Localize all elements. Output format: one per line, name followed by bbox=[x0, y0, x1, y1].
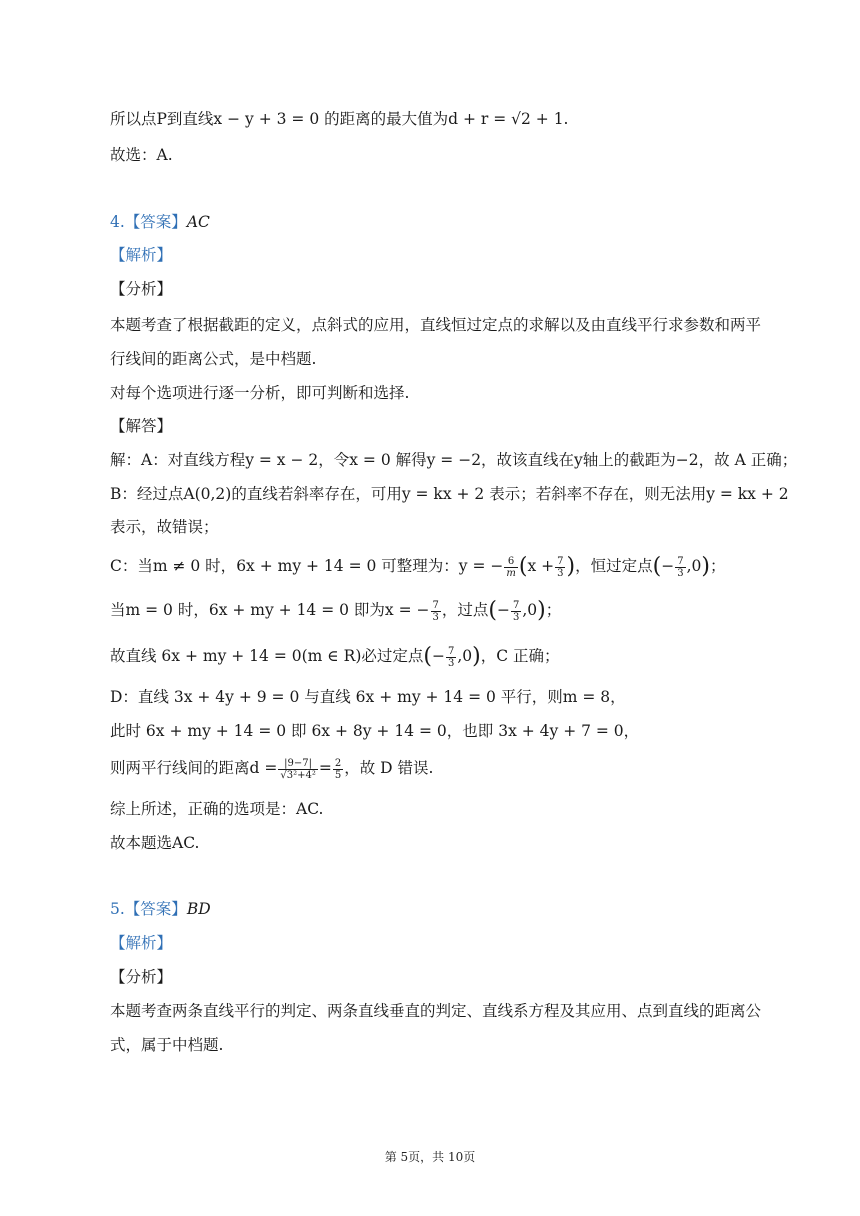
text-span: x + bbox=[527, 557, 555, 575]
denominator: 3 bbox=[447, 657, 455, 669]
q4-number: 4. bbox=[110, 213, 125, 231]
text-line: B：经过点A(0,2)的直线若斜率存在，可用y = kx + 2 表示；若斜率不存在，则无法用y = kx + 2 bbox=[110, 485, 789, 503]
fraction bbox=[446, 646, 456, 669]
text-line: 所以点P到直线x − y + 3 = 0 的距离的最大值为d + r = √2 + 1. bbox=[110, 110, 569, 128]
text-span: − bbox=[431, 647, 445, 665]
text-span: C：当m ≠ 0 时，6x + my + 14 = 0 可整理为：y = − bbox=[110, 557, 504, 575]
text-line: 对每个选项进行逐一分析，即可判断和选择. bbox=[110, 384, 410, 402]
text-span: 故直线 6x + my + 14 = 0(m ∈ R)必过定点 bbox=[110, 647, 424, 665]
text-span: ； bbox=[709, 557, 726, 575]
numerator: 7 bbox=[512, 599, 520, 611]
numerator: 7 bbox=[447, 645, 455, 657]
text-span: ,0 bbox=[686, 557, 702, 575]
denominator: 3 bbox=[432, 611, 439, 623]
text-span: ，故 D 错误. bbox=[344, 759, 434, 777]
numerator: 2 bbox=[334, 757, 342, 769]
text-span: ，恒过定点 bbox=[575, 557, 653, 575]
q4-answer: AC bbox=[186, 213, 210, 231]
text-span: ,0 bbox=[457, 647, 473, 665]
q5-answer-line bbox=[110, 898, 211, 920]
numerator: 7 bbox=[557, 555, 564, 567]
answer-tag: 【答案】 bbox=[124, 213, 187, 231]
text-line: 故选：A. bbox=[110, 146, 173, 164]
q5-number: 5. bbox=[110, 900, 125, 918]
text-span: ,0 bbox=[522, 601, 538, 619]
text-line: 式，属于中档题. bbox=[110, 1036, 224, 1054]
denominator: 5 bbox=[334, 769, 342, 781]
option-c-line: C：当m ≠ 0 时，6x + my + 14 = 0 可整理为：y = − $\frac{6}{m}$ (x + $\frac{7}{3}$ )，恒过定点(− $\frac{7}{3}$ ,0)； bbox=[110, 554, 726, 579]
text-line: 解：A：对直线方程y = x − 2，令x = 0 解得y = −2，故该直线在y轴上的截距为−2，故 A 正确； bbox=[110, 451, 798, 469]
numerator: |9−7| bbox=[278, 758, 318, 770]
distance-line bbox=[110, 757, 433, 781]
fenxi-tag: 【分析】 bbox=[110, 280, 173, 298]
analysis-tag: 【解析】 bbox=[110, 246, 173, 264]
text-line: D：直线 3x + 4y + 9 = 0 与直线 6x + my + 14 = 0 平行，则m = 8， bbox=[110, 688, 626, 706]
denominator: m bbox=[506, 567, 516, 579]
text-line: 表示，故错误； bbox=[110, 518, 219, 536]
text-line: 综上所述，正确的选项是：AC. bbox=[110, 800, 324, 818]
denominator: √3²+4² bbox=[280, 769, 316, 781]
page-footer: 第 5页，共 10页 bbox=[384, 1150, 476, 1164]
text-span: − bbox=[661, 557, 675, 575]
text-span: 则两平行线间的距离d = bbox=[110, 759, 278, 777]
text-span: ，C 正确； bbox=[480, 647, 560, 665]
text-span: − bbox=[496, 601, 510, 619]
fraction bbox=[511, 600, 521, 623]
option-c-line-2: 当m = 0 时，6x + my + 14 = 0 即为x = − $\frac{7}{3}$ ，过点(− $\frac{7}{3}$ ,0)； bbox=[110, 598, 562, 623]
fenxi-tag: 【分析】 bbox=[110, 968, 173, 986]
fraction bbox=[555, 556, 565, 579]
text-line: 故本题选AC. bbox=[110, 834, 200, 852]
text-line: 此时 6x + my + 14 = 0 即 6x + 8y + 14 = 0，也即 3x + 4y + 7 = 0， bbox=[110, 722, 640, 740]
fraction bbox=[675, 556, 685, 579]
fraction bbox=[504, 556, 517, 579]
q4-answer-line bbox=[110, 211, 210, 233]
q5-answer: BD bbox=[186, 900, 211, 918]
denominator: 3 bbox=[677, 567, 684, 579]
option-c-line-3: 故直线 6x + my + 14 = 0(m ∈ R)必过定点(− $\frac{7}{3}$ ,0)，C 正确； bbox=[110, 644, 560, 669]
text-line: 本题考查了根据截距的定义，点斜式的应用，直线恒过定点的求解以及由直线平行求参数和两平 bbox=[110, 316, 762, 334]
fraction bbox=[431, 600, 441, 623]
answer-tag: 【答案】 bbox=[124, 900, 187, 918]
analysis-tag: 【解析】 bbox=[110, 934, 173, 952]
text-span: ； bbox=[545, 601, 562, 619]
numerator: 7 bbox=[677, 555, 684, 567]
fraction bbox=[278, 758, 318, 781]
jieda-tag: 【解答】 bbox=[110, 417, 173, 435]
denominator: 3 bbox=[512, 611, 520, 623]
text-span: = bbox=[318, 759, 332, 777]
text-line: 本题考查两条直线平行的判定、两条直线垂直的判定、直线系方程及其应用、点到直线的距离公 bbox=[110, 1002, 762, 1020]
numerator: 6 bbox=[504, 556, 517, 568]
denominator: 3 bbox=[557, 567, 564, 579]
text-span: 当m = 0 时，6x + my + 14 = 0 即为x = − bbox=[110, 601, 430, 619]
fraction bbox=[333, 758, 343, 781]
numerator: 7 bbox=[432, 599, 439, 611]
text-span: ，过点 bbox=[441, 601, 489, 619]
text-line: 行线间的距离公式，是中档题. bbox=[110, 350, 317, 368]
